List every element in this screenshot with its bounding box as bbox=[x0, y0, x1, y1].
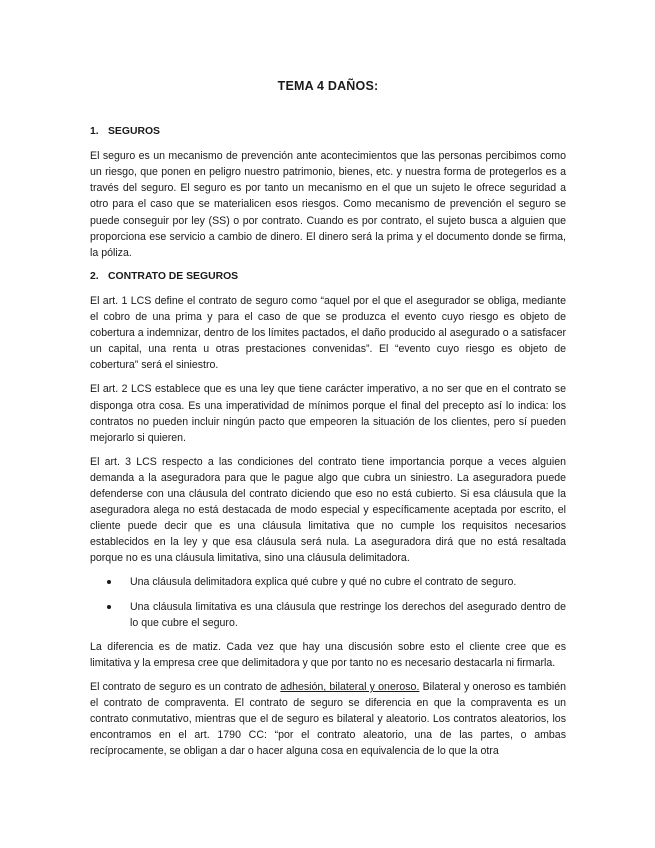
section-title: CONTRATO DE SEGUROS bbox=[108, 270, 239, 282]
underlined-text: adhesión, bilateral y oneroso. bbox=[280, 680, 420, 693]
paragraph-diferencia: La diferencia es de matiz. Cada vez que hay una discusión sobre esto el cliente cree que es limitativa y la empresa cree que delimitadora y que por tanto no es necesario destacarla ni firmarla. bbox=[90, 640, 566, 669]
paragraph-art3: El art. 3 LCS respecto a las condiciones del contrato tiene importancia porque a veces alguien demanda a la aseguradora para que le pague algo que cubra un siniestro. La aseguradora puede defenderse con una cláusula del contrato diciendo que eso no está cubierto. Si esa cláusula que la aseguradora alega no está destacada de modo especial y específicamente aceptada por escrito, el cliente puede decir que es una cláusula limitativa que no cumple los requisitos necesarios establecidos en la ley y que esa cláusula será nula. La aseguradora dirá que no está resaltada porque no es una cláusula limitativa, sino una cláusula delimitadora. bbox=[90, 455, 566, 565]
bullet-icon bbox=[107, 605, 111, 609]
list-item bbox=[90, 599, 566, 631]
document-body bbox=[90, 72, 566, 767]
list-item bbox=[90, 574, 566, 590]
text-run: Bilateral y oneroso es también el contrato de compraventa. El contrato de seguro se diferencia en que la compraventa es un contrato conmutativo, mientras que el de seguro es bilateral y aleatorio. Los contratos aleatorios, los encontramos en el art. 1790 CC: “por el contrato aleatorio, una de las partes, o ambas recíprocamente, se obligan a dar o hacer alguna cosa en equivalencia de lo que la otra bbox=[90, 680, 566, 758]
bullet-icon bbox=[107, 580, 111, 584]
clause-list bbox=[90, 574, 566, 630]
paragraph-art1: El art. 1 LCS define el contrato de seguro como “aquel por el que el asegurador se obliga, mediante el cobro de una prima y para el caso de que se produzca el evento cuyo riesgo es objeto de cobertura a indemnizar, dentro de los límites pactados, el daño producido al asegurado o a satisfacer un capital, una renta u otras prestaciones convenidas”. El “evento cuyo riesgo es objeto de cobertura” será el siniestro. bbox=[90, 294, 566, 372]
list-item-text: Una cláusula limitativa es una cláusula que restringe los derechos del asegurado dentro de lo que cubre el seguro. bbox=[130, 600, 566, 629]
paragraph-tipo-contrato bbox=[90, 679, 566, 759]
section-heading-contrato bbox=[90, 269, 566, 285]
paragraph-art2: El art. 2 LCS establece que es una ley que tiene carácter imperativo, a no ser que en el contrato se disponga otra cosa. Es una imperatividad de mínimos porque el final del precepto así lo indica: los contratos no pueden incluir ningún pacto que empeoren la situación de los clientes, pero sí pueden mejorarlo si quieren. bbox=[90, 383, 566, 444]
list-item-text: Una cláusula delimitadora explica qué cubre y qué no cubre el contrato de seguro. bbox=[130, 576, 517, 589]
page-title: TEMA 4 DAÑOS: bbox=[277, 79, 379, 93]
section-number: 2. bbox=[90, 270, 99, 282]
section-heading-seguros bbox=[90, 124, 566, 140]
text-run: El contrato de seguro es un contrato de bbox=[90, 680, 281, 693]
section-title: SEGUROS bbox=[108, 126, 160, 138]
paragraph-seguro-definicion: El seguro es un mecanismo de prevención ante acontecimientos que las personas percibimos como un riesgo, que ponen en peligro nuestro patrimonio, bienes, etc. y nuestra forma de protegerlos es a través del seguro. El seguro es por tanto un mecanismo en el que un sujeto le ofrece seguridad a otro para el caso que se materialicen esos riesgos. Como mecanismo de prevención el seguro se puede conseguir por ley (SS) o por contrato. Cuando es por contrato, el sujeto busca a alguien que proporciona ese servicio a cambio de dinero. El dinero será la prima y el documento donde se firma, la póliza. bbox=[90, 150, 566, 259]
section-number: 1. bbox=[90, 126, 99, 138]
